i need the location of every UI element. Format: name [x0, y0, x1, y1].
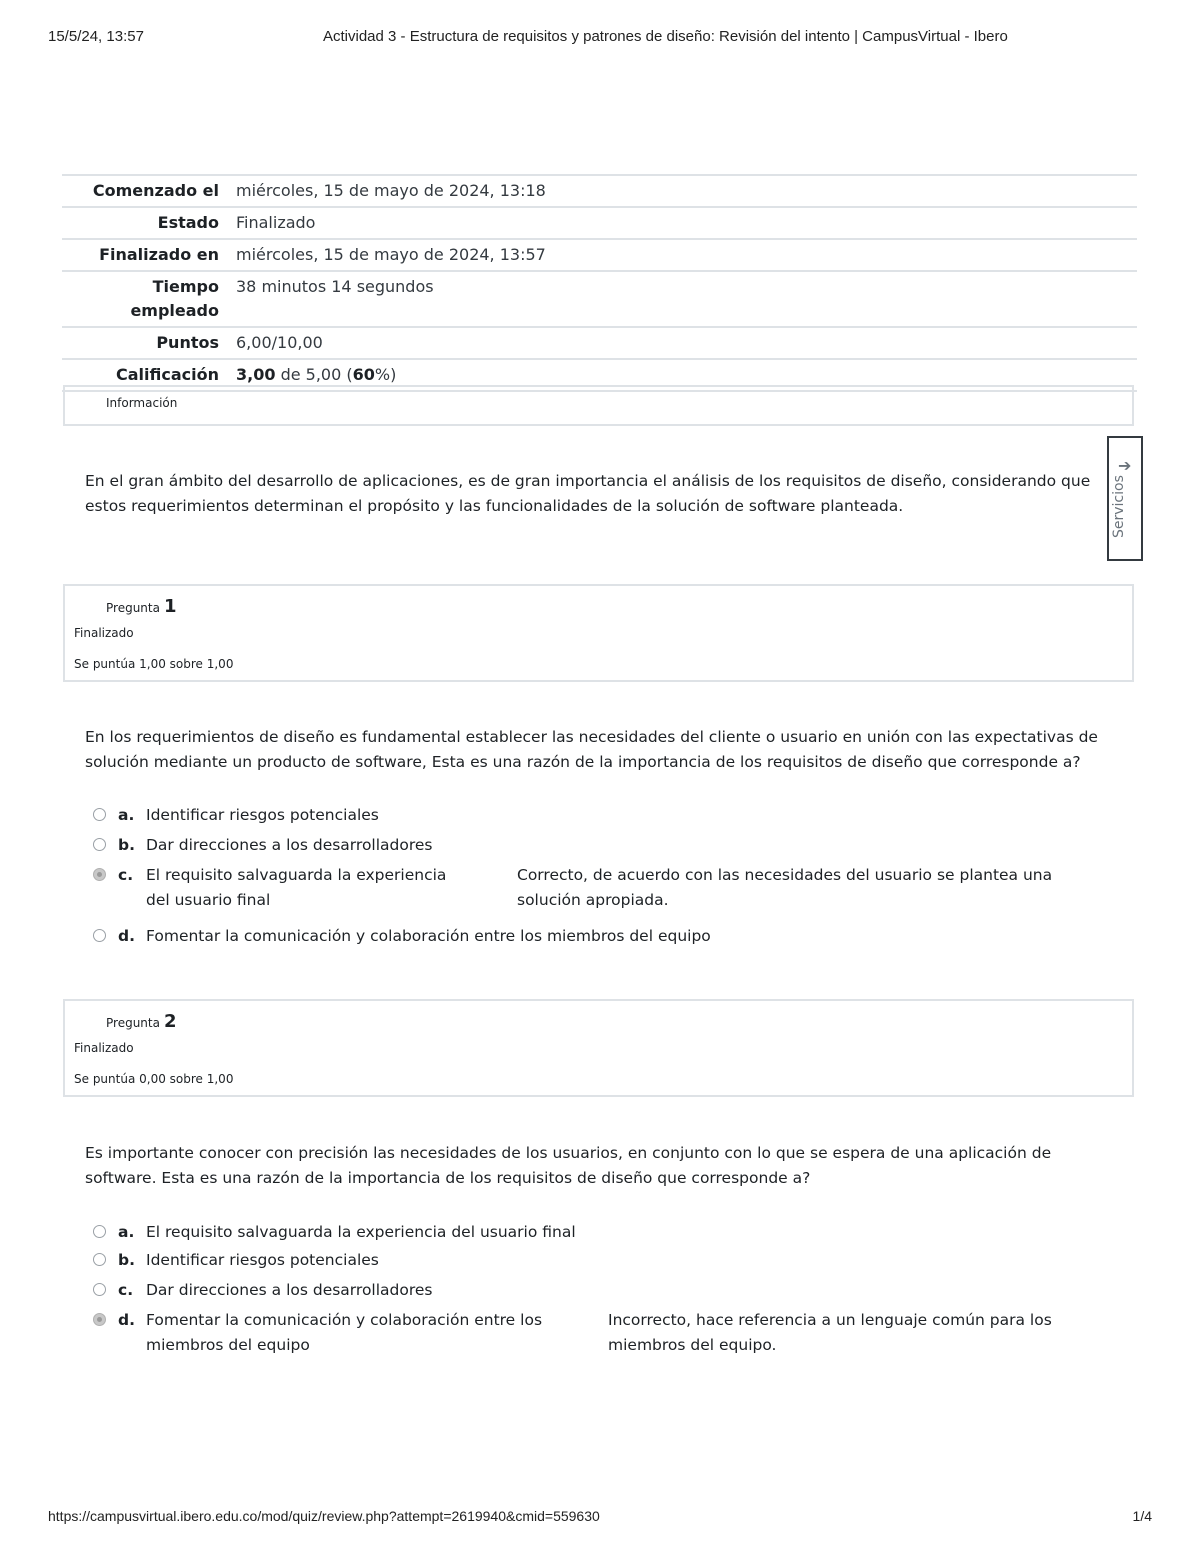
print-header: [48, 28, 1152, 48]
state-value: Finalizado: [236, 213, 316, 232]
question-2-label: [106, 1011, 177, 1032]
question-1-label: [106, 596, 177, 617]
question-2-info: [63, 999, 1134, 1097]
time-label: [62, 271, 227, 327]
state-label: Estado: [157, 213, 219, 232]
question-2-grade: Se puntúa 0,00 sobre 1,00: [74, 1072, 234, 1086]
summary-row-state: [62, 207, 1137, 239]
option-text: El requisito salvaguarda la experiencia del usuario final: [146, 1223, 576, 1241]
option-text: Identificar riesgos potenciales: [146, 806, 379, 824]
option-text: El requisito salvaguarda la experiencia del usuario final: [146, 866, 447, 909]
info-label: Información: [106, 396, 178, 410]
question-1-state: Finalizado: [74, 626, 134, 640]
option-letter: a.: [118, 806, 135, 824]
points-label: Puntos: [156, 333, 219, 352]
radio-icon[interactable]: [93, 1225, 106, 1238]
question-1-info: [63, 584, 1134, 682]
radio-icon[interactable]: [93, 1253, 106, 1266]
attempt-summary-table: [62, 174, 1137, 392]
option-letter: b.: [118, 836, 135, 854]
summary-row-time: [62, 271, 1137, 327]
finished-label: Finalizado en: [99, 245, 219, 264]
q2-feedback: Incorrecto, hace referencia a un lenguaje común para los miembros del equipo.: [608, 1311, 1052, 1354]
info-header-box: [63, 385, 1134, 426]
print-title: Actividad 3 - Estructura de requisitos y patrones de diseño: Revisión del intento | CampusVirtual - Ibero: [323, 28, 1008, 45]
finished-value: miércoles, 15 de mayo de 2024, 13:57: [236, 245, 546, 264]
question-2-text: Es importante conocer con precisión las necesidades de los usuarios, en conjunto con lo que se espera de una aplicación de software. Esta es una razón de la importancia de los requisitos de diseño que corresponde a?: [85, 1144, 1052, 1187]
option-text: Fomentar la comunicación y colaboración entre los miembros del equipo: [146, 927, 711, 945]
info-text: En el gran ámbito del desarrollo de aplicaciones, es de gran importancia el análisis de los requisitos de diseño, considerando que estos requerimientos determinan el propósito y las funcionalidades de la solución de software planteada.: [85, 472, 1091, 515]
grade-of: de 5,00 (: [275, 365, 353, 384]
radio-icon[interactable]: [93, 1283, 106, 1296]
grade-score: 3,00: [236, 365, 276, 384]
option-text: Fomentar la comunicación y colaboración entre los miembros del equipo: [146, 1311, 543, 1354]
option-letter: c.: [118, 866, 134, 884]
grade-label: Calificación: [116, 365, 219, 384]
started-label: Comenzado el: [92, 181, 219, 200]
grade-end: %): [374, 365, 397, 384]
summary-row-points: [62, 327, 1137, 359]
radio-icon[interactable]: [93, 838, 106, 851]
question-1-text: En los requerimientos de diseño es fundamental establecer las necesidades del cliente o usuario en unión con las expectativas de solución mediante un producto de software, Esta es una razón de la importancia de los requisitos de diseño que corresponde a?: [85, 728, 1098, 771]
services-drawer-toggle[interactable]: [1107, 436, 1143, 561]
option-text: Identificar riesgos potenciales: [146, 1251, 379, 1269]
radio-icon[interactable]: [93, 808, 106, 821]
radio-checked-icon[interactable]: [93, 868, 106, 881]
question-label-text: Pregunta: [106, 1016, 160, 1030]
option-letter: c.: [118, 1281, 134, 1299]
summary-row-finished: [62, 239, 1137, 271]
option-text: Dar direcciones a los desarrolladores: [146, 1281, 433, 1299]
time-label-line2: empleado: [130, 301, 219, 320]
question-2-state: Finalizado: [74, 1041, 134, 1055]
time-value: 38 minutos 14 segundos: [236, 277, 434, 296]
time-label-line1: Tiempo: [152, 277, 219, 296]
question-1-number: 1: [163, 596, 177, 617]
q1-feedback: Correcto, de acuerdo con las necesidades del usuario se plantea una solución apropiada.: [517, 866, 1053, 909]
option-letter: d.: [118, 1311, 135, 1329]
points-value: 6,00/10,00: [236, 333, 323, 352]
arrow-right-icon: ➔: [1118, 456, 1132, 475]
option-text: Dar direcciones a los desarrolladores: [146, 836, 433, 854]
services-label: Servicios: [1111, 475, 1127, 538]
print-footer: [48, 1508, 1152, 1528]
option-letter: a.: [118, 1223, 135, 1241]
question-2-number: 2: [163, 1011, 177, 1032]
print-date: 15/5/24, 13:57: [48, 28, 144, 45]
question-label-text: Pregunta: [106, 601, 160, 615]
option-letter: b.: [118, 1251, 135, 1269]
summary-row-started: [62, 175, 1137, 207]
print-url: https://campusvirtual.ibero.edu.co/mod/quiz/review.php?attempt=2619940&cmid=559630: [48, 1508, 600, 1524]
question-1-grade: Se puntúa 1,00 sobre 1,00: [74, 657, 234, 671]
radio-icon[interactable]: [93, 929, 106, 942]
option-letter: d.: [118, 927, 135, 945]
print-page-number: 1/4: [1132, 1508, 1152, 1524]
grade-percent: 60: [352, 365, 375, 384]
radio-checked-icon[interactable]: [93, 1313, 106, 1326]
started-value: miércoles, 15 de mayo de 2024, 13:18: [236, 181, 546, 200]
